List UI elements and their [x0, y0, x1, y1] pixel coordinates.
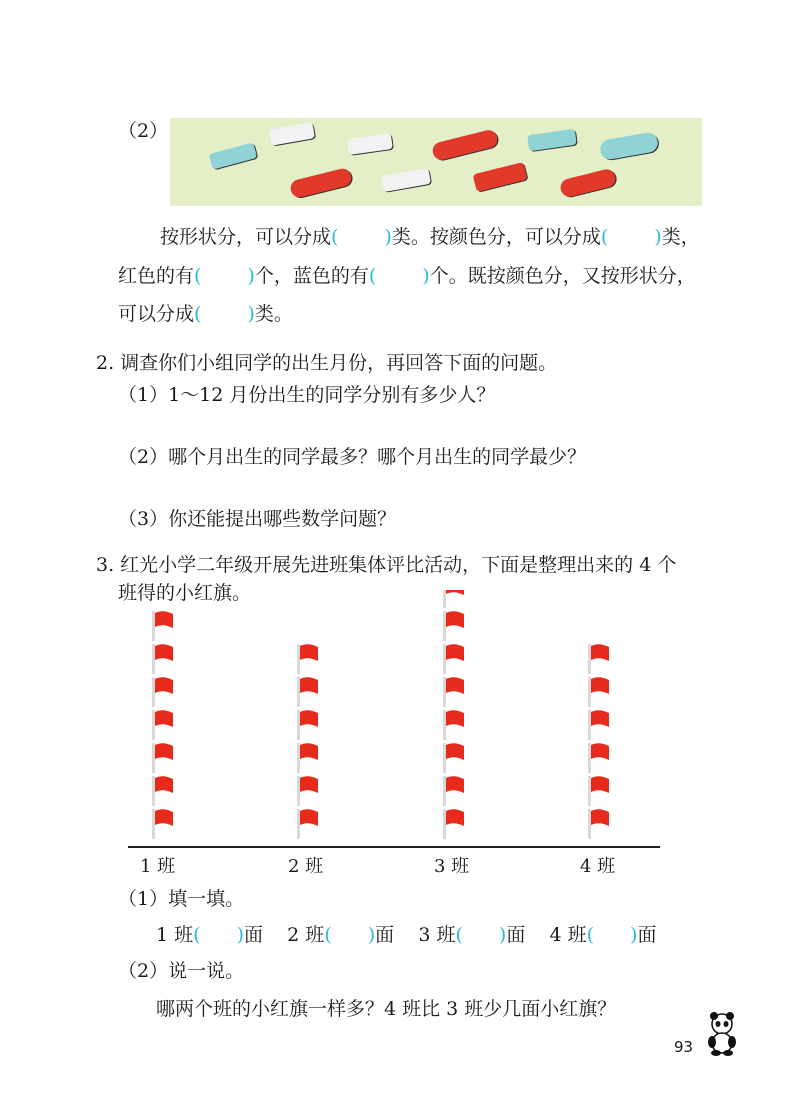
question-2-sub2: （2）哪个月出生的同学最多？哪个月出生的同学最少？ [118, 446, 587, 468]
question-2-title: 2. 调查你们小组同学的出生月份，再回答下面的问题。 [96, 352, 558, 374]
pencil-box-picture [170, 118, 702, 206]
flag-mark [443, 644, 464, 674]
question-3-sub2: （2）说一说。 [118, 960, 245, 982]
pencil-box-blue-rect [209, 142, 258, 169]
pencil-box-red-rect [473, 162, 528, 192]
flag-mark [152, 776, 173, 806]
flag-mark [297, 776, 318, 806]
flag-pictograph [0, 590, 800, 850]
question-3-title-line2: 班得的小红旗。 [118, 582, 252, 604]
flag-mark [152, 677, 173, 707]
flag-mark [297, 809, 318, 839]
panda-icon [705, 1012, 739, 1056]
flag-mark [588, 644, 609, 674]
pencil-box-blue-oval [599, 131, 660, 161]
flag-mark [443, 611, 464, 641]
flag-mark [152, 743, 173, 773]
flag-mark [297, 710, 318, 740]
pencil-box-white-rect [269, 122, 315, 145]
q2-sub-line2: 红色的有( )个，蓝色的有( )个。既按颜色分，又按形状分， [118, 265, 696, 287]
flag-mark [588, 710, 609, 740]
q2-sub-line3: 可以分成( )类。 [118, 303, 293, 325]
flag-mark [297, 743, 318, 773]
category-label: 2 班 [288, 856, 324, 877]
chart-baseline [128, 846, 660, 848]
flag-mark [588, 743, 609, 773]
flag-mark [297, 644, 318, 674]
flag-mark [588, 809, 609, 839]
flag-mark [297, 677, 318, 707]
pencil-box-white-rect [381, 168, 431, 192]
flag-mark [588, 677, 609, 707]
flag-mark [443, 710, 464, 740]
pencil-box-red-oval [431, 128, 499, 161]
flag-mark [152, 809, 173, 839]
pencil-box-white-rect [347, 133, 393, 155]
page-number: 93 [674, 1038, 694, 1056]
q2-sub-line1: 按形状分，可以分成( )类。按颜色分，可以分成( )类， [160, 226, 700, 248]
pencil-box-red-oval [289, 167, 354, 199]
pencil-box-red-oval [559, 167, 618, 198]
flag-mark [443, 776, 464, 806]
fill-item-1: 1 班( )面 [156, 924, 263, 946]
fill-item-3: 3 班( )面 [418, 924, 526, 946]
flag-mark [443, 809, 464, 839]
question-3-title-line1: 3. 红光小学二年级开展先进班集体评比活动，下面是整理出来的 4 个 [96, 554, 677, 576]
flag-mark [443, 743, 464, 773]
flag-mark [152, 611, 173, 641]
category-label: 4 班 [580, 856, 616, 877]
flag-mark [443, 677, 464, 707]
category-label: 3 班 [434, 856, 470, 877]
flag-mark [443, 590, 464, 608]
flag-mark [588, 776, 609, 806]
category-label: 1 班 [140, 856, 176, 877]
flag-mark [152, 644, 173, 674]
fill-item-4: 4 班( )面 [549, 924, 657, 946]
question-3-question: 哪两个班的小红旗一样多？4 班比 3 班少几面小红旗？ [156, 998, 617, 1020]
fill-item-2: 2 班( )面 [287, 924, 395, 946]
question-3-sub1: （1）填一填。 [118, 888, 245, 910]
fill-row [156, 922, 657, 948]
sub-question-label: （2） [118, 120, 169, 142]
flag-mark [152, 710, 173, 740]
question-2-sub1: （1）1～12 月份出生的同学分别有多少人？ [118, 384, 496, 406]
pencil-box-blue-rect [527, 129, 577, 152]
question-2-sub3: （3）你还能提出哪些数学问题？ [118, 508, 397, 530]
